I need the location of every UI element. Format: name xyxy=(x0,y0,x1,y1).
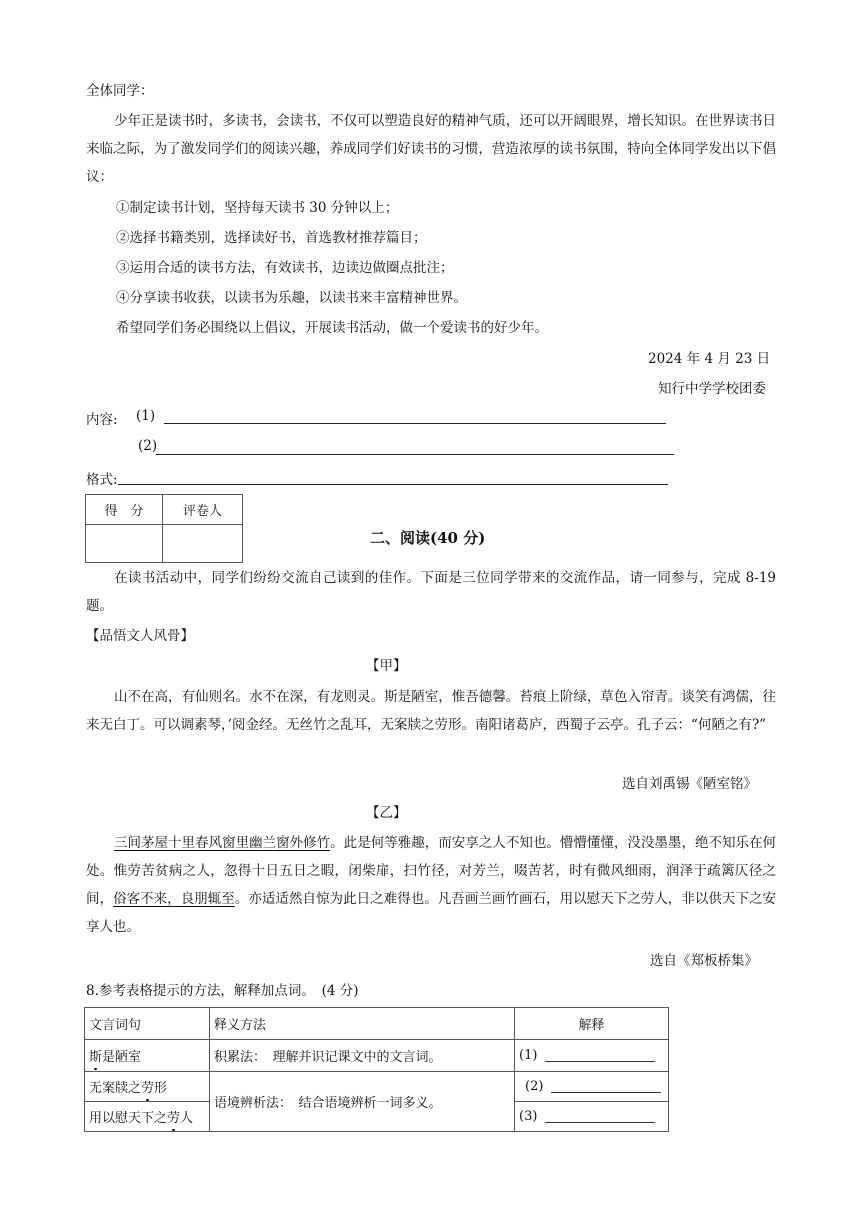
salutation: 全体同学： xyxy=(86,83,154,99)
content-item-1-label: (1) xyxy=(136,408,156,424)
text-jia-source: 选自刘禹锡《陋室铭》 xyxy=(622,776,757,792)
content-label: 内容: xyxy=(86,412,118,428)
score-cell[interactable] xyxy=(86,525,163,563)
question-8-prompt: 8.参考表格提示的方法，解释加点词。 (4 分) xyxy=(86,983,359,999)
table-cell-method: 积累法： 理解并识记课文中的文言词。 xyxy=(210,1040,515,1072)
grader-cell[interactable] xyxy=(163,525,243,563)
content-item-2-label: (2) xyxy=(138,438,158,454)
answer-line-format[interactable] xyxy=(118,484,668,485)
table-cell-phrase: 斯是陋室 xyxy=(85,1040,210,1072)
section-intro: 在读书活动中，同学们纷纷交流自己读到的佳作。下面是三位同学带来的交流作品，请一同参与，完成 8-19 题。 xyxy=(86,570,776,614)
answer-line-1[interactable] xyxy=(164,423,666,424)
proposal-item: ④分享读书收获，以读书为乐趣，以读书来丰富精神世界。 xyxy=(116,290,467,306)
letter-signature: 知行中学学校团委 xyxy=(658,381,766,397)
answer-blank[interactable] xyxy=(545,1049,655,1062)
text-jia-label: 【甲】 xyxy=(366,658,407,674)
answer-blank[interactable] xyxy=(551,1080,661,1093)
table-cell-phrase: 用以慰天下之劳人 xyxy=(85,1102,210,1132)
section-title: 二、阅读(40 分) xyxy=(370,529,486,547)
letter-date: 2024 年 4 月 23 日 xyxy=(648,351,771,367)
table-header: 文言词句 xyxy=(85,1008,210,1040)
dotted-word: 斯 xyxy=(89,1050,103,1065)
table-cell-answer[interactable]: (1) xyxy=(515,1040,669,1072)
section-subheading: 【品悟文人风骨】 xyxy=(86,628,194,644)
dotted-word: 劳 xyxy=(167,1111,181,1126)
table-header: 释义方法 xyxy=(210,1008,515,1040)
question-8-table xyxy=(84,1007,669,1132)
table-cell-answer[interactable]: (2) xyxy=(515,1072,669,1102)
grader-header: 评卷人 xyxy=(163,495,243,525)
score-box xyxy=(85,494,243,563)
text-jia-body: 山不在高，有仙则名。水不在深，有龙则灵。斯是陋室，惟吾德馨。苔痕上阶绿，草色入帘青。谈笑有鸿儒，往来无白丁。可以调素琴，’阅金经。无丝竹之乱耳，无案牍之劳形。南阳诸葛庐，西蜀子云亭。孔子云：“何陋之有?” xyxy=(86,689,776,733)
answer-blank[interactable] xyxy=(545,1110,655,1123)
score-header: 得 分 xyxy=(86,495,163,525)
text-yi-body xyxy=(86,829,776,941)
text-yi-part-1: 。此是何等雅趣，而安享之人不知也。懵懵懂懂，没没墨墨，绝不知乐在何处。惟劳苦贫病之人，忽得十日五日之暇，闭柴扉，扫竹径，对芳兰，啜苦茗，时有微风细雨，润泽于疏篱仄径之间， xyxy=(86,835,777,907)
table-cell-method: 语境辨析法： 结合语境辨析一词多义。 xyxy=(210,1072,515,1132)
underlined-sentence-1: 三间茅屋十里春风窗里幽兰窗外修竹 xyxy=(114,835,331,851)
letter-closing: 希望同学们务必围绕以上倡议，开展读书活动，做一个爱读书的好少年。 xyxy=(116,320,548,336)
text-yi-source: 选自《郑板桥集》 xyxy=(650,953,758,969)
answer-line-2[interactable] xyxy=(156,454,674,455)
proposal-item: ③运用合适的读书方法，有效读书，边读边做圈点批注； xyxy=(116,260,454,276)
underlined-sentence-2: 俗客不来，良朋辄至 xyxy=(113,891,235,907)
text-yi-part-2: 。亦适适然自惊为此日之难得也。凡吾画兰画竹画石，用以慰天下之劳人，非以供天下之安享人也。 xyxy=(86,891,777,935)
letter-paragraph: 少年正是读书时，多读书，会读书，不仅可以塑造良好的精神气质，还可以开阔眼界，增长知识。在世界读书日来临之际，为了激发同学们的阅读兴趣，养成同学们好读书的习惯，营造浓厚的读书氛围，特向全体同学发出以下倡议： xyxy=(86,113,776,185)
format-label: 格式: xyxy=(86,472,118,488)
proposal-item: ①制定读书计划，坚持每天读书 30 分钟以上； xyxy=(116,200,399,216)
proposal-item: ②选择书籍类别，选择读好书，首选教材推荐篇目； xyxy=(116,230,427,246)
text-yi-label: 【乙】 xyxy=(366,805,407,821)
table-header: 解释 xyxy=(515,1008,669,1040)
table-cell-phrase: 无案牍之劳形 xyxy=(85,1072,210,1102)
table-cell-answer[interactable]: (3) xyxy=(515,1102,669,1132)
dotted-word: 劳 xyxy=(141,1081,155,1096)
